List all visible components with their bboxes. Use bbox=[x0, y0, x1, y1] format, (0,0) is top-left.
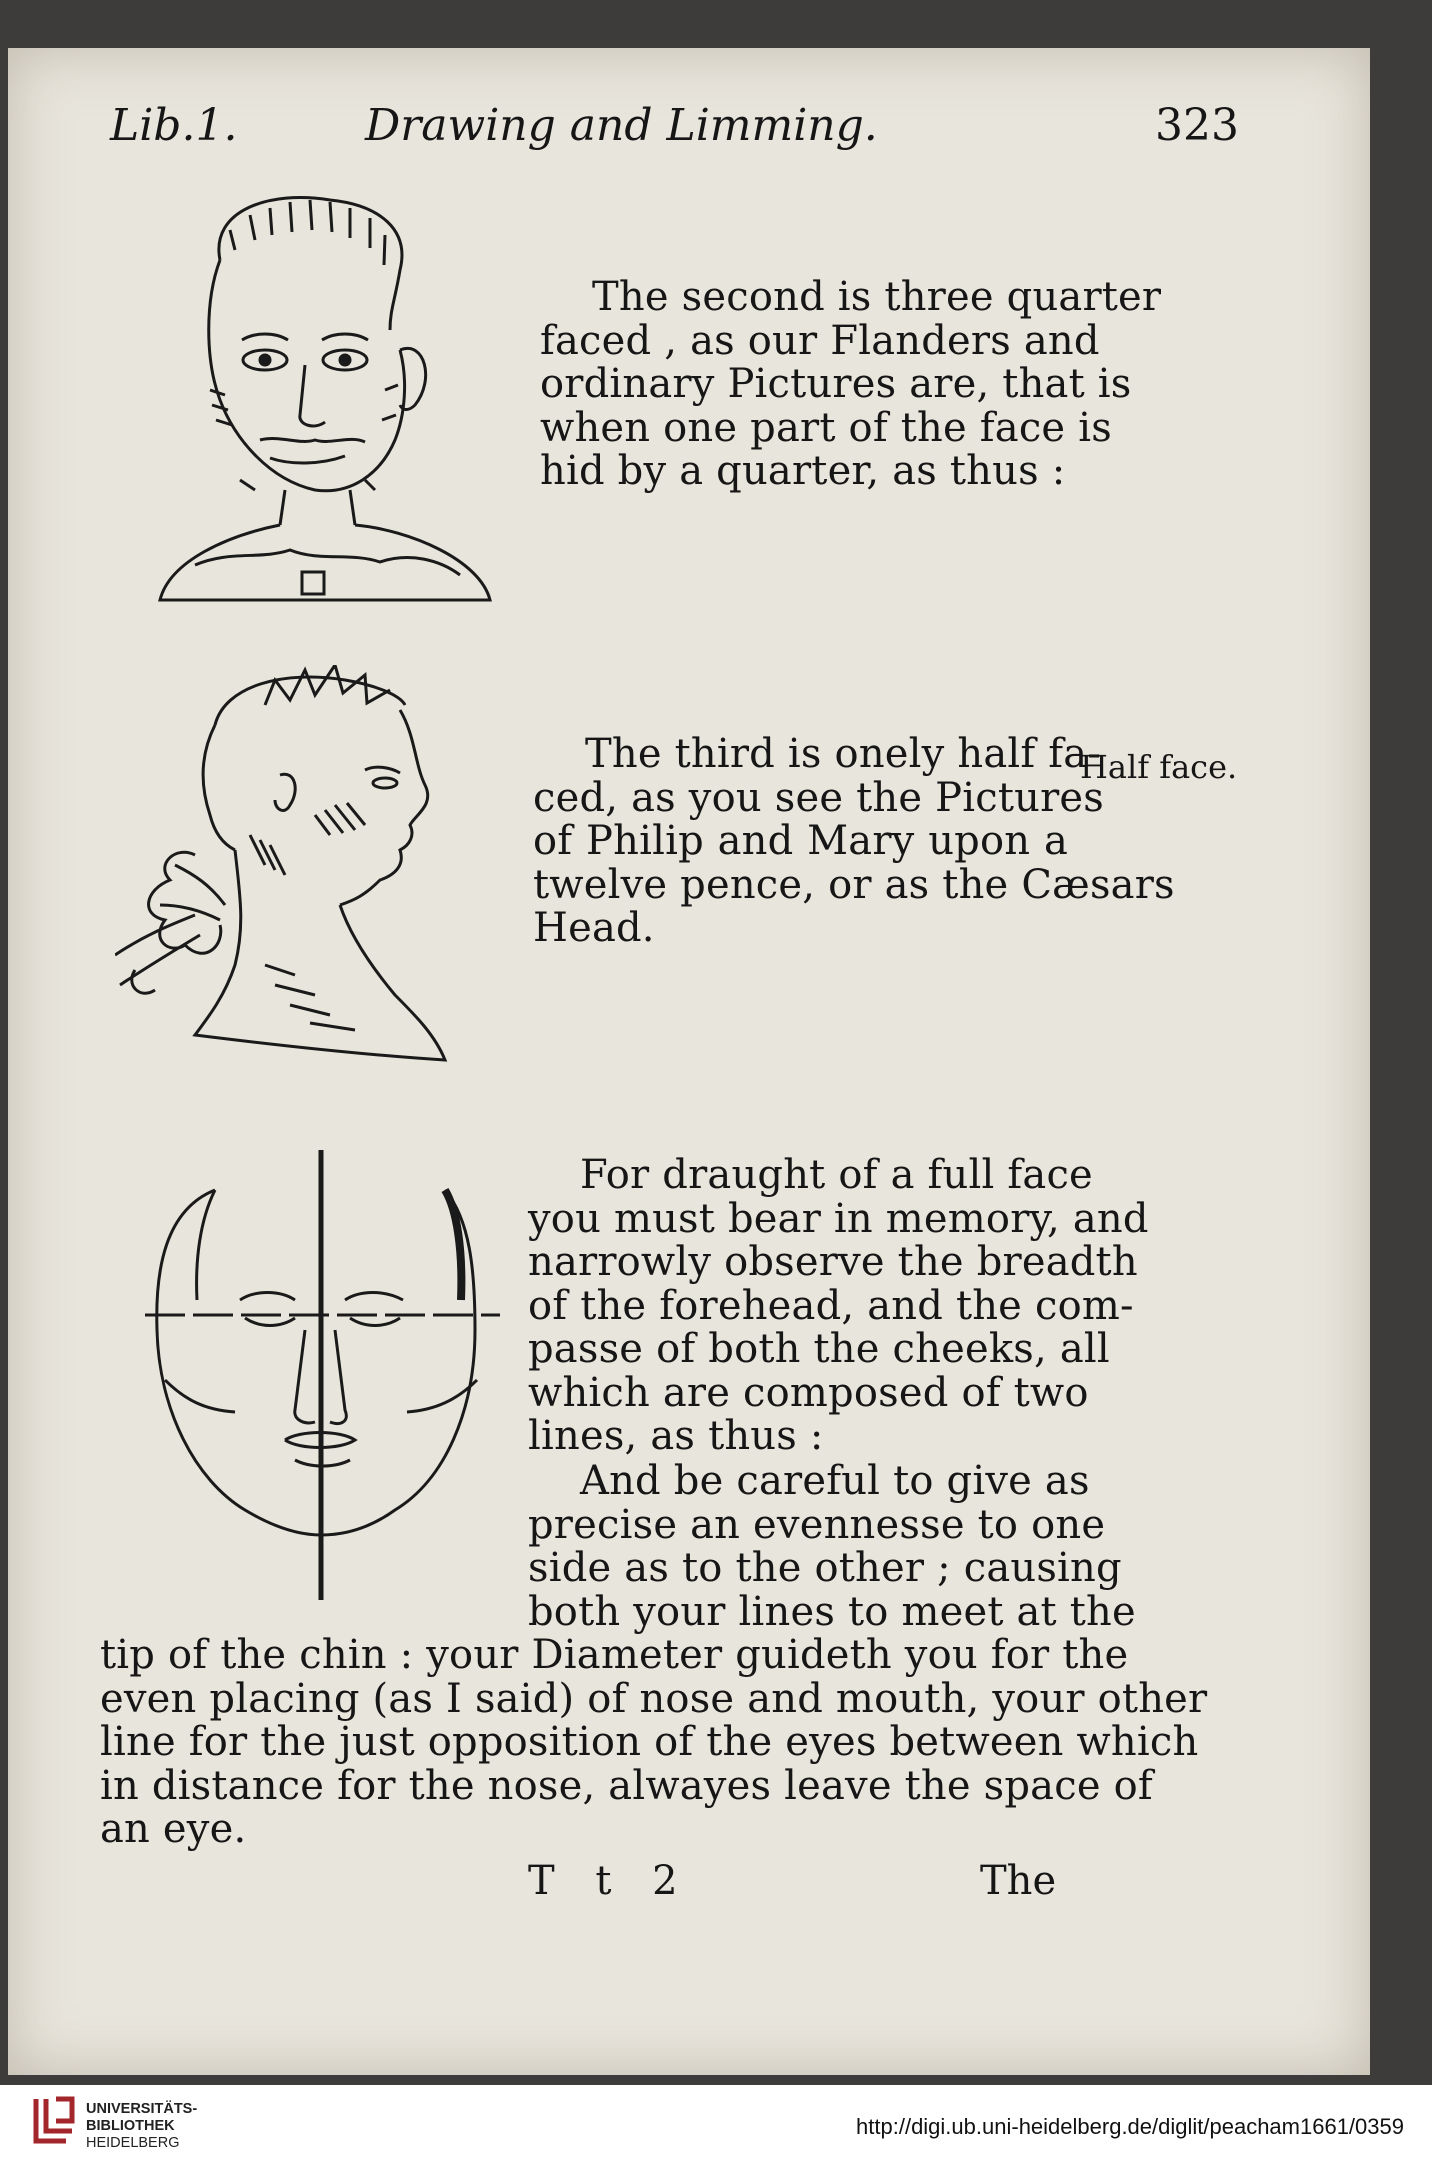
text-line: narrowly observe the breadth bbox=[528, 1239, 1138, 1285]
text-line: in distance for the nose, alwayes leave the space of bbox=[100, 1762, 1153, 1809]
text-line: ced, as you see the Pictures bbox=[533, 774, 1105, 821]
text-line: both your lines to meet at the bbox=[528, 1588, 1136, 1635]
text-line: ordinary Pictures are, that is bbox=[540, 361, 1132, 407]
paragraph-half-face bbox=[533, 731, 1175, 951]
text-line: side as to the other ; causing bbox=[528, 1545, 1122, 1591]
text-line: you must bear in memory, and bbox=[528, 1195, 1149, 1242]
text-line: lines, as thus : bbox=[528, 1413, 824, 1459]
paragraph-continuation bbox=[100, 1632, 1208, 1852]
running-head-title: Drawing and Limming. bbox=[365, 100, 878, 151]
half-face-profile-woodcut bbox=[115, 665, 465, 1075]
library-name bbox=[86, 2101, 197, 2152]
text-line: The second is three quarter bbox=[592, 274, 1162, 320]
library-name-line: BIBLIOTHEK bbox=[86, 2118, 175, 2134]
paragraph-full-face bbox=[528, 1152, 1149, 1459]
university-library-logo-icon[interactable] bbox=[30, 2095, 78, 2145]
text-line: line for the just opposition of the eyes between which bbox=[100, 1719, 1199, 1765]
margin-note: Half face. bbox=[1080, 748, 1238, 786]
text-line: which are composed of two bbox=[528, 1369, 1089, 1416]
permalink-url[interactable]: http://digi.ub.uni-heidelberg.de/diglit/peacham1661/0359 bbox=[856, 2114, 1404, 2139]
text-line: even placing (as I said) of nose and mouth, your other bbox=[100, 1675, 1208, 1722]
running-head-book: Lib.1. bbox=[110, 100, 238, 151]
text-line: of the forehead, and the com- bbox=[528, 1282, 1134, 1329]
text-line: an eye. bbox=[100, 1806, 247, 1852]
signature-mark: T t 2 bbox=[528, 1858, 692, 1904]
text-line: passe of both the cheeks, all bbox=[528, 1326, 1110, 1372]
text-line: The third is onely half fa- bbox=[585, 731, 1102, 777]
library-name-line: HEIDELBERG bbox=[86, 2135, 180, 2151]
text-line: of Philip and Mary upon a bbox=[533, 818, 1068, 864]
paragraph-three-quarter bbox=[540, 274, 1162, 494]
text-line: faced , as our Flanders and bbox=[540, 317, 1100, 364]
full-face-diagram bbox=[145, 1150, 505, 1610]
paragraph-careful bbox=[528, 1458, 1136, 1635]
text-line: precise an evennesse to one bbox=[528, 1501, 1106, 1548]
text-line: For draught of a full face bbox=[580, 1152, 1093, 1198]
text-line: hid by a quarter, as thus : bbox=[540, 448, 1066, 494]
text-line: Head. bbox=[533, 905, 655, 951]
three-quarter-face-woodcut bbox=[150, 190, 500, 620]
page-number: 323 bbox=[1155, 100, 1239, 151]
catchword: The bbox=[980, 1858, 1057, 1904]
text-line: tip of the chin : your Diameter guideth you for the bbox=[100, 1632, 1129, 1678]
text-line: And be careful to give as bbox=[580, 1458, 1090, 1504]
text-line: twelve pence, or as the Cæsars bbox=[533, 861, 1175, 908]
text-line: when one part of the face is bbox=[540, 404, 1112, 451]
library-name-line: UNIVERSITÄTS- bbox=[86, 2101, 198, 2117]
